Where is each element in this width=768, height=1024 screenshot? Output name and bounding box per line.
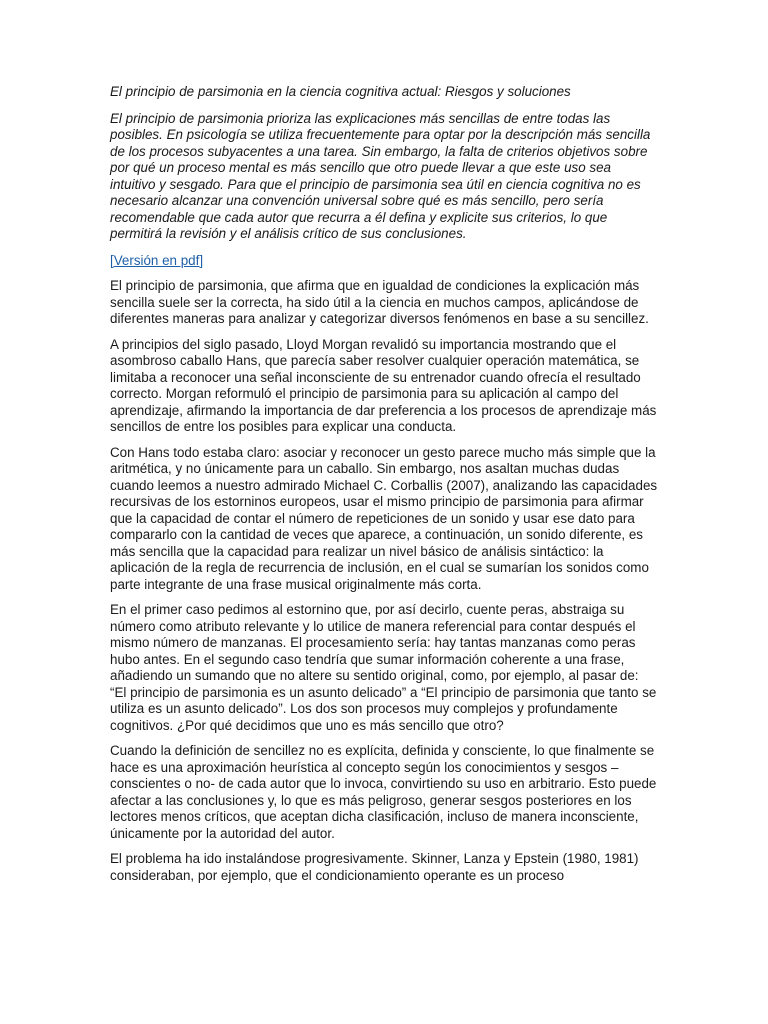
- body-paragraph-2: A principios del siglo pasado, Lloyd Morgan revalidó su importancia mostrando que el asombroso caballo Hans, que parecía saber resolver cualquier operación matemática, se limitaba a reconocer una señal inconsciente de su entrenador cuando ofrecía el resultado correcto. Morgan reformuló el principio de parsimonia para su aplicación al campo del aprendizaje, afirmando la importancia de dar preferencia a los procesos de aprendizaje más sencillos de entre los posibles para explicar una conducta.: [110, 336, 657, 434]
- body-paragraph-5: Cuando la definición de sencillez no es explícita, definida y consciente, lo que finalmente se hace es una aproximación heurística al concepto según los conocimientos y sesgos –conscientes o no- de cada autor que lo invoca, convirtiendo su uso en arbitrario. Esto puede afectar a las conclusiones y, lo que es más peligroso, generar sesgos posteriores en los lectores menos críticos, que aceptan dicha clasificación, incluso de manera inconsciente, únicamente por la autoridad del autor.: [110, 743, 657, 841]
- body-paragraph-1: El principio de parsimonia, que afirma que en igualdad de condiciones la explicación más sencilla suele ser la correcta, ha sido útil a la ciencia en muchos campos, aplicándose de diferentes maneras para analizar y categorizar diversos fenómenos en base a su sencillez.: [110, 278, 649, 326]
- body-paragraph-6: El problema ha ido instalándose progresivamente. Skinner, Lanza y Epstein (1980, 1981) consideraban, por ejemplo, que el condicionamiento operante es un proceso: [110, 851, 639, 883]
- document-title: El principio de parsimonia en la ciencia cognitiva actual: Riesgos y soluciones: [110, 84, 571, 99]
- pdf-version-link[interactable]: [Versión en pdf]: [110, 252, 204, 268]
- document-abstract: El principio de parsimonia prioriza las explicaciones más sencillas de entre todas las posibles. En psicología se utiliza frecuentemente para optar por la descripción más sencilla de los procesos subyacentes a una tarea. Sin embargo, la falta de criterios objetivos sobre por qué un proceso mental es más sencillo que otro puede llevar a que este uso sea intuitivo y sesgado. Para que el principio de parsimonia sea útil en ciencia cognitiva no es necesario alcanzar una convención universal sobre qué es más sencillo, pero sería recomendable que cada autor que recurra a él defina y explicite sus criterios, lo que permitirá la revisión y el análisis crítico de sus conclusiones.: [110, 110, 651, 241]
- document-page: [110, 84, 658, 893]
- body-paragraph-4: En el primer caso pedimos al estornino que, por así decirlo, cuente peras, abstraiga su número como atributo relevante y lo utilice de manera referencial para contar después el mismo número de manzanas. El procesamiento sería: hay tantas manzanas como peras hubo antes. En el segundo caso tendría que sumar información coherente a una frase, añadiendo un sumando que no altere su sentido original, como, por ejemplo, al pasar de: “El principio de parsimonia es un asunto delicado” a “El principio de parsimonia que tanto se utiliza es un asunto delicado”. Los dos son procesos muy complejos y profundamente cognitivos. ¿Por qué decidimos que uno es más sencillo que otro?: [110, 602, 657, 733]
- body-paragraph-3: Con Hans todo estaba claro: asociar y reconocer un gesto parece mucho más simple que la aritmética, y no únicamente para un caballo. Sin embargo, nos asaltan muchas dudas cuando leemos a nuestro admirado Michael C. Corballis (2007), analizando las capacidades recursivas de los estorninos europeos, usar el mismo principio de parsimonia para afirmar que la capacidad de contar el número de repeticiones de un sonido y usar ese dato para compararlo con la cantidad de veces que aparece, a continuación, un sonido diferente, es más sencilla que la capacidad para realizar un nivel básico de análisis sintáctico: la aplicación de la regla de recurrencia de inclusión, en el cual se sumarían los sonidos como parte integrante de una frase musical originalmente más corta.: [110, 444, 658, 592]
